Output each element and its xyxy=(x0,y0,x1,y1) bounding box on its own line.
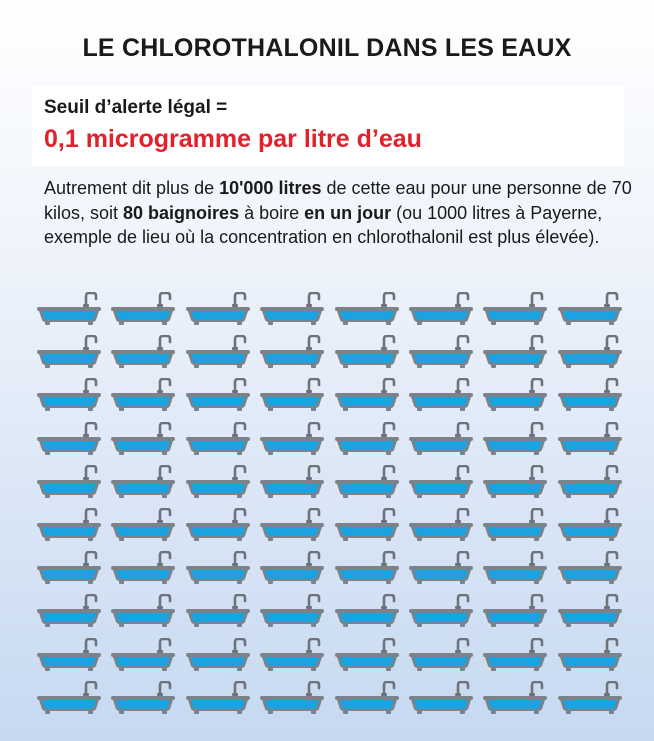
bathtub-icon xyxy=(482,292,548,326)
bathtub-icon xyxy=(557,335,623,369)
bathtub-icon xyxy=(185,638,251,672)
desc-part: à boire xyxy=(239,202,305,223)
bathtub-icon xyxy=(482,551,548,585)
alert-box xyxy=(32,86,624,166)
description-text xyxy=(44,176,644,250)
bathtub-icon xyxy=(408,335,474,369)
bathtub-icon xyxy=(110,508,176,542)
bathtub-icon xyxy=(557,508,623,542)
bathtub-grid xyxy=(36,292,632,722)
bathtub-icon xyxy=(36,594,102,628)
bathtub-icon xyxy=(259,378,325,412)
bathtub-icon xyxy=(557,422,623,456)
bathtub-icon xyxy=(408,378,474,412)
bathtub-icon xyxy=(36,465,102,499)
bathtub-icon xyxy=(557,551,623,585)
bathtub-icon xyxy=(334,551,400,585)
bathtub-icon xyxy=(408,292,474,326)
bathtub-icon xyxy=(36,335,102,369)
bathtub-icon xyxy=(36,551,102,585)
bathtub-icon xyxy=(110,551,176,585)
bathtub-icon xyxy=(36,422,102,456)
desc-part-bold: 80 baignoires xyxy=(123,202,240,223)
bathtub-icon xyxy=(110,638,176,672)
bathtub-icon xyxy=(185,378,251,412)
bathtub-icon xyxy=(110,335,176,369)
bathtub-icon xyxy=(259,508,325,542)
bathtub-icon xyxy=(259,465,325,499)
bathtub-icon xyxy=(110,681,176,715)
bathtub-icon xyxy=(482,681,548,715)
bathtub-icon xyxy=(334,378,400,412)
bathtub-icon xyxy=(334,292,400,326)
bathtub-icon xyxy=(259,551,325,585)
bathtub-icon xyxy=(110,292,176,326)
bathtub-icon xyxy=(557,638,623,672)
bathtub-icon xyxy=(185,422,251,456)
bathtub-icon xyxy=(36,378,102,412)
bathtub-icon xyxy=(110,465,176,499)
bathtub-icon xyxy=(110,594,176,628)
desc-part-bold: en un jour xyxy=(304,202,392,223)
bathtub-icon xyxy=(482,508,548,542)
bathtub-icon xyxy=(36,638,102,672)
bathtub-icon xyxy=(334,335,400,369)
bathtub-icon xyxy=(259,594,325,628)
bathtub-icon xyxy=(482,465,548,499)
bathtub-icon xyxy=(185,335,251,369)
bathtub-icon xyxy=(557,681,623,715)
bathtub-icon xyxy=(482,378,548,412)
alert-label: Seuil d’alerte légal = xyxy=(44,97,228,118)
bathtub-icon xyxy=(334,638,400,672)
bathtub-icon xyxy=(36,292,102,326)
bathtub-icon xyxy=(334,508,400,542)
bathtub-icon xyxy=(408,594,474,628)
bathtub-icon xyxy=(259,638,325,672)
bathtub-icon xyxy=(482,422,548,456)
bathtub-icon xyxy=(557,465,623,499)
bathtub-icon xyxy=(185,594,251,628)
bathtub-icon xyxy=(259,422,325,456)
desc-part: (ou 1000 litres à Payerne, exemple de lieu où la concentration en chlorothalonil est plus élevée). xyxy=(44,202,603,247)
bathtub-icon xyxy=(408,551,474,585)
bathtub-icon xyxy=(36,681,102,715)
bathtub-icon xyxy=(110,422,176,456)
bathtub-icon xyxy=(185,508,251,542)
bathtub-icon xyxy=(482,638,548,672)
page-title: LE CHLOROTHALONIL DANS LES EAUX xyxy=(82,34,572,62)
bathtub-icon xyxy=(334,594,400,628)
bathtub-icon xyxy=(408,422,474,456)
bathtub-icon xyxy=(557,594,623,628)
bathtub-icon xyxy=(185,551,251,585)
bathtub-icon xyxy=(408,508,474,542)
bathtub-icon xyxy=(408,638,474,672)
bathtub-icon xyxy=(334,465,400,499)
alert-value: 0,1 microgramme par litre d’eau xyxy=(44,125,422,153)
bathtub-icon xyxy=(185,292,251,326)
bathtub-icon xyxy=(557,292,623,326)
bathtub-icon xyxy=(482,594,548,628)
desc-part: Autrement dit plus de xyxy=(44,178,220,198)
bathtub-icon xyxy=(185,681,251,715)
bathtub-icon xyxy=(557,378,623,412)
desc-part: de cette eau pour une personne de 70 kilos, soit xyxy=(44,178,632,223)
bathtub-icon xyxy=(185,465,251,499)
bathtub-icon xyxy=(334,681,400,715)
bathtub-icon xyxy=(110,378,176,412)
bathtub-icon xyxy=(408,681,474,715)
bathtub-icon xyxy=(259,292,325,326)
bathtub-icon xyxy=(259,681,325,715)
bathtub-icon xyxy=(408,465,474,499)
bathtub-icon xyxy=(259,335,325,369)
bathtub-icon xyxy=(482,335,548,369)
bathtub-icon xyxy=(36,508,102,542)
bathtub-icon xyxy=(334,422,400,456)
desc-part-bold: 10'000 litres xyxy=(219,178,322,198)
